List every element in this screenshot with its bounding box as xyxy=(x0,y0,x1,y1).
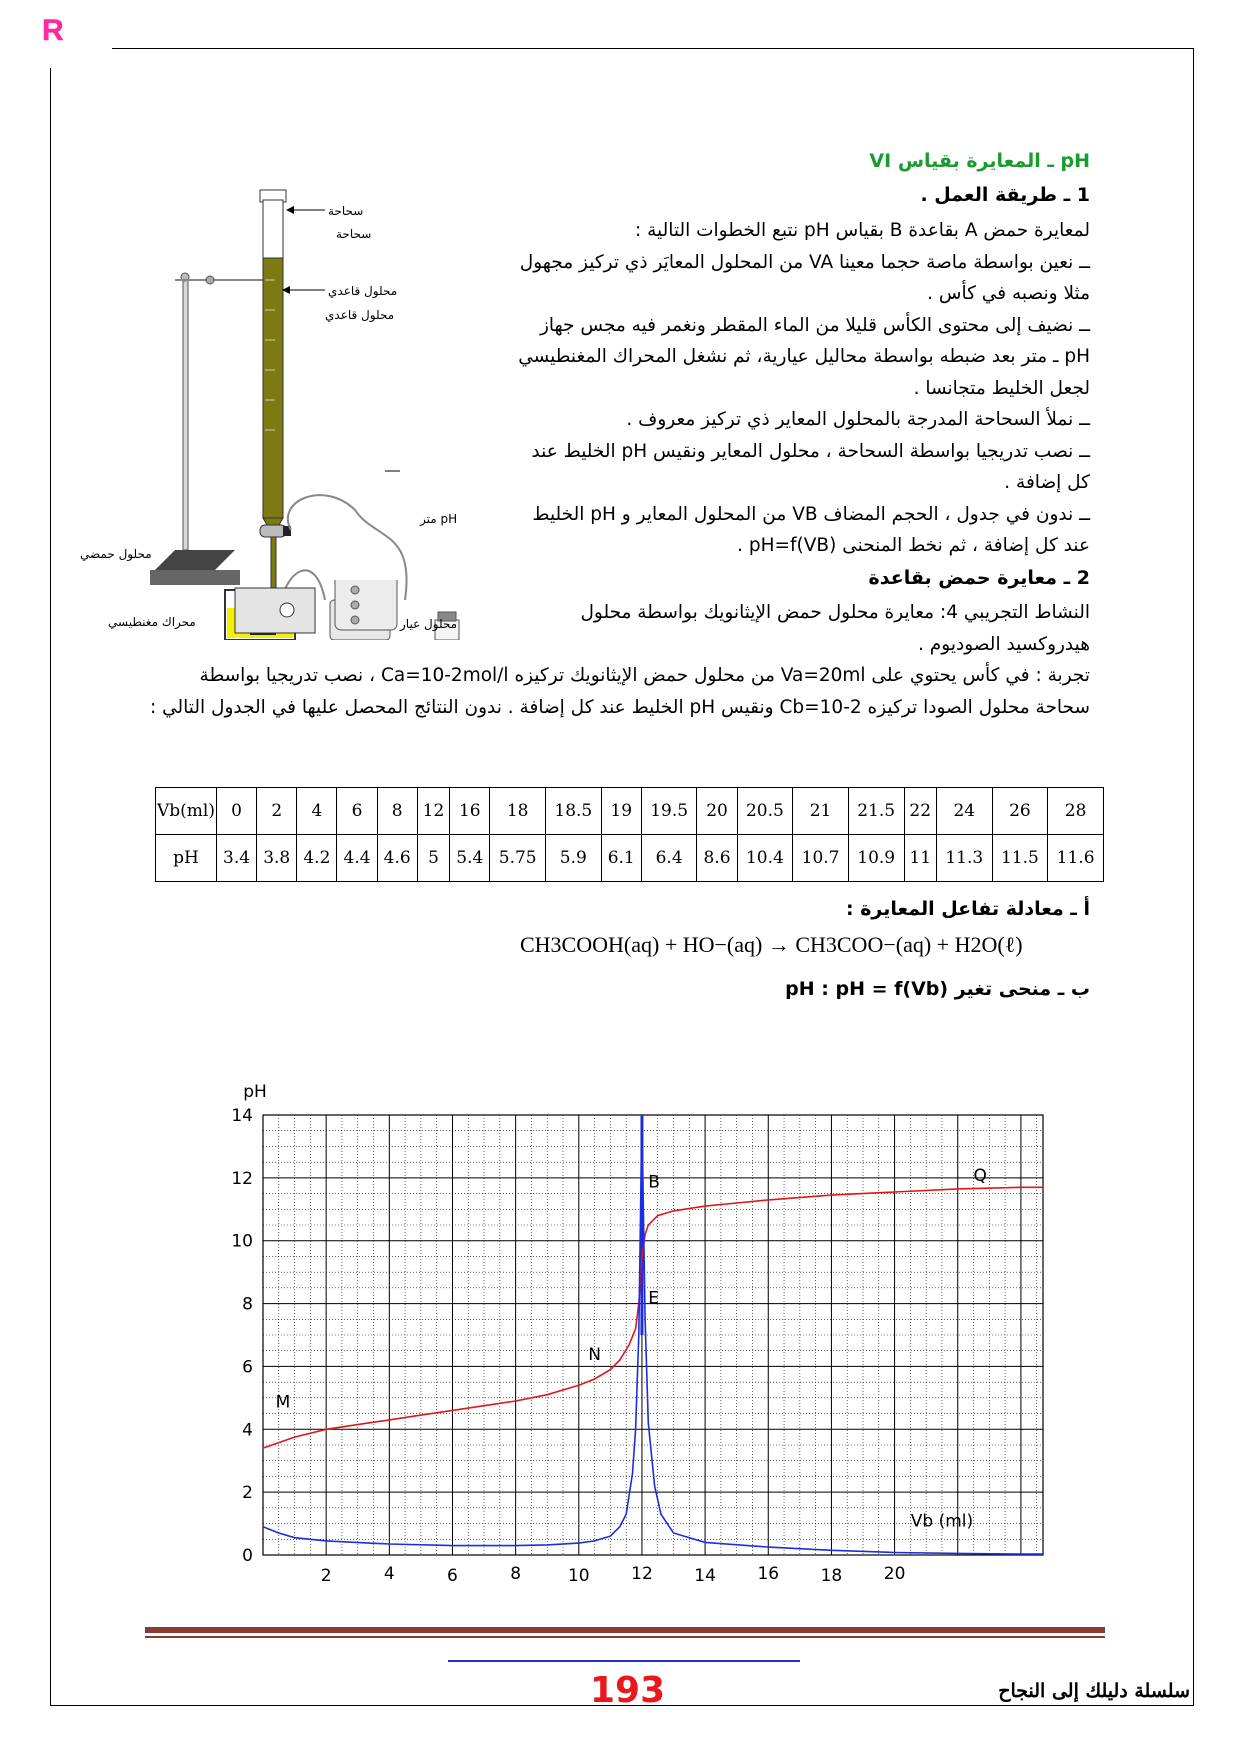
frame-right-rule xyxy=(1193,48,1194,1705)
table-header-ph: pH xyxy=(156,835,217,882)
table-cell: 21 xyxy=(793,788,849,835)
y-tick-label: 6 xyxy=(242,1357,253,1378)
x-tick-label: 2 xyxy=(320,1566,332,1585)
table-cell: 10.7 xyxy=(793,835,849,882)
label-acid-solution: محلول حمضي xyxy=(80,547,152,561)
footer-rule-thin xyxy=(145,1636,1105,1638)
table-cell: 6 xyxy=(337,788,377,835)
titration-table xyxy=(155,787,1104,882)
point-label-b: B xyxy=(648,1172,660,1193)
titration-apparatus xyxy=(75,180,515,640)
point-label-e: E xyxy=(648,1288,660,1309)
y-tick-label: 12 xyxy=(231,1168,253,1189)
table-cell: 3.8 xyxy=(257,835,297,882)
burette-liquid xyxy=(263,258,283,518)
label-base-solution-text: محلول قاعدي xyxy=(325,308,395,322)
table-cell: 8 xyxy=(377,788,417,835)
table-cell: 11.5 xyxy=(992,835,1048,882)
burette-tap xyxy=(260,525,286,537)
x-tick-label: 10 xyxy=(567,1566,590,1585)
table-cell: 18.5 xyxy=(546,788,602,835)
table-cell: 11.6 xyxy=(1048,835,1104,882)
table-row-ph xyxy=(156,835,1104,882)
label-burette-text: سحاحة xyxy=(336,227,372,241)
table-cell: 21.5 xyxy=(848,788,904,835)
page-number: 193 xyxy=(590,1670,666,1711)
table-cell: 19 xyxy=(601,788,641,835)
table-cell: 12 xyxy=(417,788,449,835)
table-cell: 5 xyxy=(417,835,449,882)
table-cell: 8.6 xyxy=(697,835,737,882)
x-tick-label: 4 xyxy=(383,1564,395,1584)
frame-top-rule xyxy=(112,48,1194,49)
x-tick-label: 8 xyxy=(510,1564,522,1584)
method-paragraph xyxy=(510,215,1090,562)
table-cell: 5.4 xyxy=(450,835,490,882)
y-tick-label: 4 xyxy=(242,1420,253,1441)
point-label-m: M xyxy=(275,1392,291,1413)
method-line: ــ ندون في جدول ، الحجم المضاف VB من المحلول المعاير و pH الخليط عند كل إضافة ، ثم نخط المنحنى pH=f(VB) . xyxy=(532,503,1090,556)
method-title: 1 ـ طريقة العمل . xyxy=(920,184,1090,206)
table-cell: 6.1 xyxy=(601,835,641,882)
table-cell: 4.6 xyxy=(377,835,417,882)
x-tick-label: 18 xyxy=(820,1566,843,1585)
y-tick-label: 2 xyxy=(242,1483,253,1504)
table-cell: 6.4 xyxy=(641,835,697,882)
series-name: سلسلة دليلك إلى النجاح xyxy=(998,1680,1190,1702)
ph-meter-body xyxy=(335,580,397,630)
logo xyxy=(40,12,70,44)
reaction-title: أ ـ معادلة تفاعل المعايرة : xyxy=(845,898,1090,920)
table-cell: 18 xyxy=(490,788,546,835)
x-tick-label: 20 xyxy=(883,1564,906,1584)
experiment-paragraph xyxy=(145,660,1090,723)
magnetic-stirrer xyxy=(235,588,315,633)
method-line: ــ نصب تدريجيا بواسطة السحاحة ، محلول المعاير ونقيس pH الخليط عند كل إضافة . xyxy=(531,440,1090,493)
label-standard-solution: محلول عيار xyxy=(400,617,458,631)
table-cell: 11.3 xyxy=(936,835,992,882)
section-title: VI ـ المعايرة بقياس pH xyxy=(869,150,1090,172)
y-tick-label: 14 xyxy=(231,1106,253,1126)
table-cell: 19.5 xyxy=(641,788,697,835)
point-label-n: N xyxy=(588,1345,601,1366)
table-cell: 4 xyxy=(297,788,337,835)
table-cell: 11 xyxy=(904,835,936,882)
table-cell: 5.75 xyxy=(490,835,546,882)
footer-rule-blue xyxy=(448,1660,800,1662)
method-line: لمعايرة حمض A بقاعدة B بقياس pH نتبع الخطوات التالية : xyxy=(634,220,1090,241)
table-header-vb: Vb(ml) xyxy=(156,788,217,835)
table-row-vb xyxy=(156,788,1104,835)
table-cell: 5.9 xyxy=(546,835,602,882)
table-cell: 10.4 xyxy=(737,835,793,882)
graph-title: ب ـ منحى تغير pH : pH = f(Vb) xyxy=(785,978,1090,1000)
reaction-equation: CH3COOH(aq) + HO−(aq) → CH3COO−(aq) + H2O(ℓ) xyxy=(520,932,1023,957)
x-tick-label: 6 xyxy=(447,1566,458,1585)
table-cell: 20.5 xyxy=(737,788,793,835)
x-axis-label: Vb (ml) xyxy=(910,1511,974,1532)
point-label-q: Q xyxy=(973,1166,987,1186)
label-base-solution: محلول قاعدي xyxy=(328,284,398,298)
frame-left-rule xyxy=(50,68,51,1705)
table-cell: 20 xyxy=(697,788,737,835)
table-cell: 28 xyxy=(1048,788,1104,835)
titration-title: 2 ـ معايرة حمض بقاعدة xyxy=(868,567,1090,589)
titration-chart xyxy=(195,1065,1075,1585)
table-cell: 16 xyxy=(450,788,490,835)
stand-rod xyxy=(183,280,188,550)
table-cell: 24 xyxy=(936,788,992,835)
table-cell: 26 xyxy=(992,788,1048,835)
y-axis-label: pH xyxy=(243,1082,267,1102)
table-cell: 22 xyxy=(904,788,936,835)
table-cell: 4.2 xyxy=(297,835,337,882)
x-tick-label: 16 xyxy=(757,1564,780,1584)
y-tick-label: 8 xyxy=(242,1294,253,1315)
label-burette: سحاحة xyxy=(328,204,364,218)
table-cell: 0 xyxy=(217,788,257,835)
method-line: ــ نعين بواسطة ماصة حجما معينا VA من المحلول المعايَر ذي تركيز مجهول مثلا ونصبه في كأس . xyxy=(519,251,1090,304)
y-tick-label: 0 xyxy=(242,1546,253,1566)
experiment-text: تجربة : في كأس يحتوي على Va=20ml من محلول حمض الإيثانويك تركيزه Ca=10-2mol/l ، نصب تدريجيا بواسطة سحاحة محلول الصودا تركيزه Cb=10-2 ونقيس pH الخليط عند كل إضافة . ندون النتائج المحصل عليها في الجدول التالي : xyxy=(149,665,1090,718)
stand-base xyxy=(155,550,235,570)
footer-rule-thick xyxy=(145,1627,1105,1633)
method-line: ــ نملأ السحاحة المدرجة بالمحلول المعاير ذي تركيز معروف . xyxy=(626,409,1090,430)
table-cell: 2 xyxy=(257,788,297,835)
lab-bench-items xyxy=(225,580,458,640)
method-line: ــ نضيف إلى محتوى الكأس قليلا من الماء المقطر ونغمر فيه مجس جهاز pH ـ متر بعد ضبطه بواسطة محاليل عيارية، ثم نشغل المحراك المغنطيسي لجعل الخليط متجانسا . xyxy=(518,314,1090,399)
y-tick-label: 10 xyxy=(231,1231,253,1252)
logo-letter: R xyxy=(42,14,64,44)
x-tick-label: 12 xyxy=(631,1564,653,1584)
label-ph-meter: pH متر xyxy=(420,512,458,526)
chart-svg xyxy=(195,1065,1075,1585)
x-tick-label: 14 xyxy=(694,1566,716,1585)
table-cell: 4.4 xyxy=(337,835,377,882)
activity-text: النشاط التجريبي 4: معايرة محلول حمض الإيثانويك بواسطة محلول هيدروكسيد الصوديوم . xyxy=(580,602,1090,655)
table-cell: 3.4 xyxy=(217,835,257,882)
table-cell: 10.9 xyxy=(848,835,904,882)
label-stirrer: محراك مغنطيسي xyxy=(108,615,196,629)
